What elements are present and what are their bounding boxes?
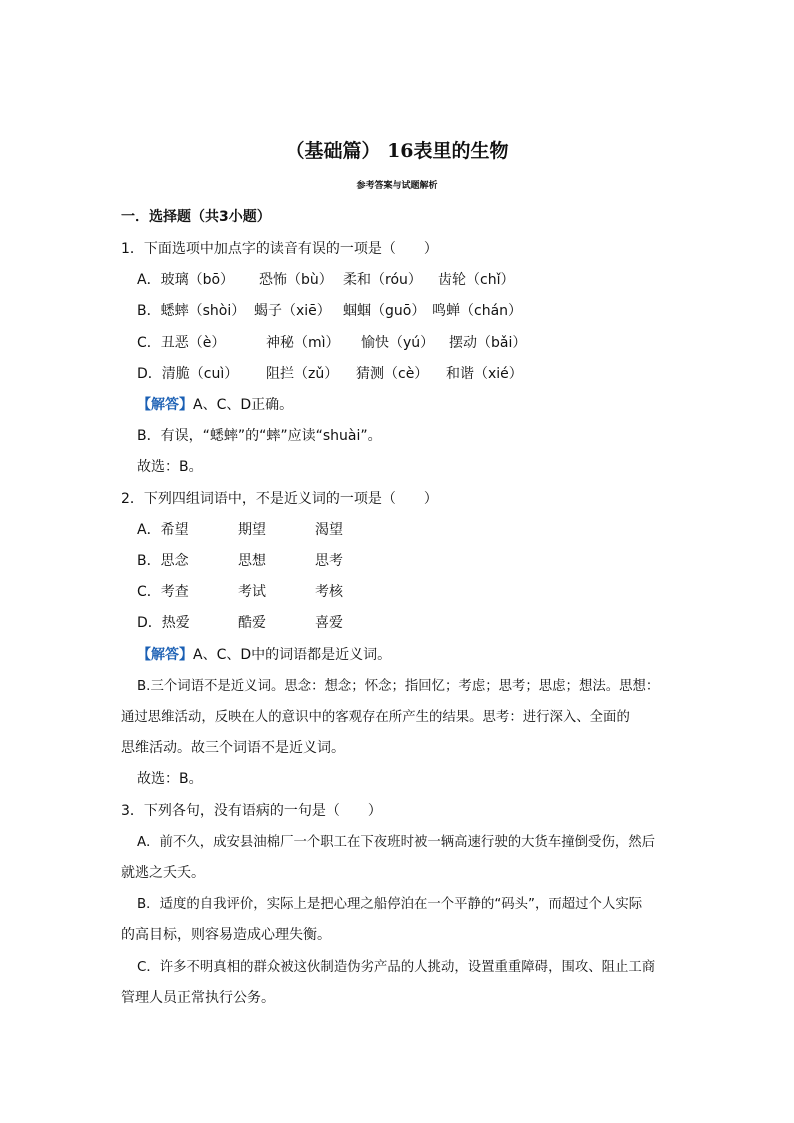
question-2-option-c [137,581,343,601]
option-item: 蝎子（xiē） [254,303,331,319]
question-3-stem: 3．下列各句，没有语病的一句是（ ） [121,803,382,819]
question-2-answer [137,644,391,664]
option-item: B．思念 [137,553,189,569]
question-3-option-a-line: 就逃之夭夭。 [121,865,205,881]
question-1-explanation: B．有误，“蟋蟀”的“蟀”应读“shuài”。 [137,428,382,444]
option-item: 考试 [238,584,266,600]
option-item: 猜测（cè） [356,366,429,382]
question-2-stem: 2．下列四组词语中，不是近义词的一项是（ ） [121,491,438,507]
option-item: 考核 [315,584,343,600]
question-2-explanation-line: 思维活动。故三个词语不是近义词。 [121,740,345,756]
option-item: 渴望 [315,522,343,538]
option-item: 思想 [238,553,266,569]
question-1-option-b [137,300,522,320]
answer-text: A、C、D正确。 [193,397,294,413]
option-item: 恐怖（bù） [259,272,333,288]
option-item: C．丑恶（è） [137,335,226,351]
option-item: 和谐（xié） [446,366,523,382]
option-item: B．蟋蟀（shòi） [137,303,246,319]
question-1-option-a [137,269,514,289]
page-title: （基础篇） 16表里的生物 [285,140,509,162]
question-1-option-c [137,332,526,352]
question-1-stem: 1．下面选项中加点字的读音有误的一项是（ ） [121,241,438,257]
question-1-option-d [137,363,523,383]
question-3-option-b-line: B．适度的自我评价，实际上是把心理之船停泊在一个平静的“码头”，而超过个人实际 [137,897,643,912]
question-3-option-b-line: 的高目标，则容易造成心理失衡。 [121,927,331,943]
option-item: 齿轮（chǐ） [438,272,515,288]
question-3-option-c-line: 管理人员正常执行公务。 [121,990,275,1006]
question-2-option-a [137,519,343,539]
option-item: 思考 [315,553,343,569]
question-2-choice: 故选：B。 [137,771,203,787]
question-2-explanation-line: 通过思维活动，反映在人的意识中的客观存在所产生的结果。思考：进行深入、全面的 [121,710,630,725]
option-item: 摆动（bǎi） [449,335,527,351]
question-1-answer [137,394,293,414]
question-3-option-a-line: A．前不久，成安县油棉厂一个职工在下夜班时被一辆高速行驶的大货车撞倒受伤，然后 [137,835,656,850]
option-item: 期望 [238,522,266,538]
option-item: 柔和（róu） [343,272,422,288]
question-1-choice: 故选：B。 [137,459,203,475]
question-2-option-d [137,612,343,632]
option-item: 喜爱 [315,615,343,631]
option-item: D．清脆（cuì） [137,366,239,382]
answer-tag: 【解答】 [137,647,193,663]
option-item: D．热爱 [137,615,190,631]
option-item: 愉快（yú） [361,335,435,351]
option-item: C．考查 [137,584,189,600]
option-item: 酷爱 [238,615,266,631]
question-2-option-b [137,550,343,570]
page-subtitle: 参考答案与试题解析 [356,181,438,191]
option-item: 蝈蝈（guō） [343,303,426,319]
answer-tag: 【解答】 [137,397,193,413]
question-3-option-c-line: C．许多不明真相的群众被这伙制造伪劣产品的人挑动，设置重重障碍，围攻、阻止工商 [137,960,656,975]
option-item: A．希望 [137,522,189,538]
option-item: A．玻璃（bō） [137,272,235,288]
option-item: 神秘（mì） [266,335,340,351]
option-item: 鸣蝉（chán） [432,303,523,319]
question-2-explanation-line: B.三个词语不是近义词。思念：想念；怀念；指回忆；考虑；思考；思虑；想法。思想： [137,679,660,694]
section-heading: 一．选择题（共3小题） [121,209,271,225]
option-item: 阻拦（zǔ） [266,366,339,382]
answer-text: A、C、D中的词语都是近义词。 [193,647,392,663]
